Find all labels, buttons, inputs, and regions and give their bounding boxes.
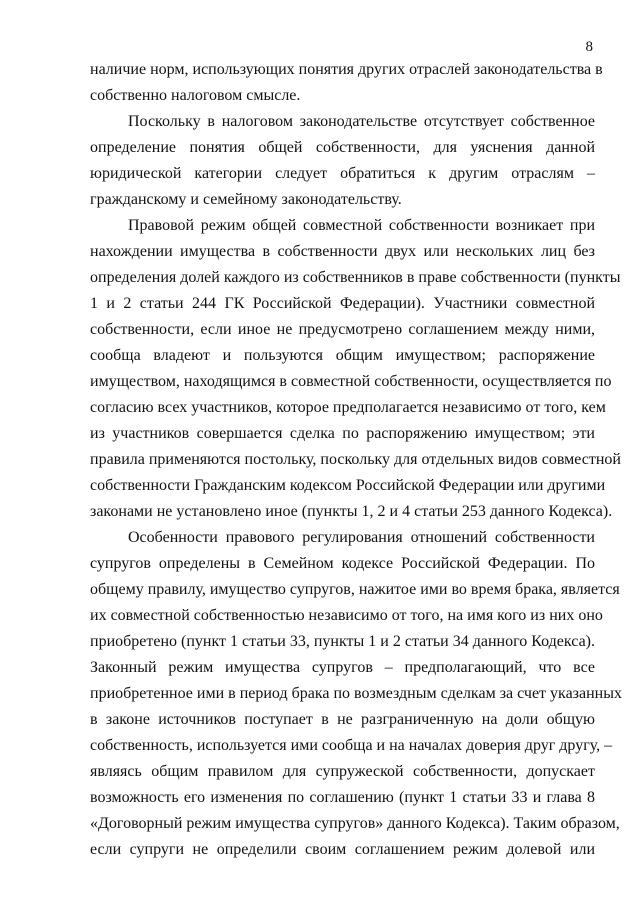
- text-line: законами не установлено иное (пункты 1, 2 и 4 статьи 253 данного Кодекса).: [90, 503, 613, 520]
- text-line: юридической категории следует обратиться к другим отраслям –: [90, 165, 595, 182]
- text-line: возможность его изменения по соглашению (пункт 1 статьи 33 и глава 8: [90, 789, 595, 806]
- text-line: приобретено (пункт 1 статьи 33, пункты 1 и 2 статьи 34 данного Кодекса).: [90, 633, 595, 650]
- text-line: определения долей каждого из собственников в праве собственности (пункты: [90, 269, 621, 286]
- document-body: [90, 57, 622, 863]
- text-line: в законе источников поступает в не разграниченную на доли общую: [90, 711, 595, 728]
- text-line: приобретенное ими в период брака по возмездным сделкам за счет указанных: [90, 685, 622, 702]
- text-line: общему правилу, имущество супругов, нажитое ими во время брака, является: [90, 581, 620, 598]
- text-line: Законный режим имущества супругов – предполагающий, что все: [90, 659, 595, 676]
- text-line: собственно налоговом смысле.: [90, 87, 301, 104]
- text-line: наличие норм, использующих понятия других отраслей законодательства в: [90, 61, 603, 78]
- text-line: «Договорный режим имущества супругов» данного Кодекса). Таким образом,: [90, 815, 620, 832]
- text-line: Поскольку в налоговом законодательстве отсутствует собственное: [128, 113, 595, 130]
- text-line: собственности Гражданским кодексом Российской Федерации или другими: [90, 477, 606, 494]
- text-line: являясь общим правилом для супружеской собственности, допускает: [90, 763, 595, 780]
- text-line: согласию всех участников, которое предполагается независимо от того, кем: [90, 399, 606, 416]
- text-line: если супруги не определили своим соглашением режим долевой или: [90, 841, 595, 858]
- text-line: супругов определены в Семейном кодексе Российской Федерации. По: [90, 555, 595, 572]
- text-line: определение понятия общей собственности, для уяснения данной: [90, 139, 595, 156]
- text-line: имуществом, находящимся в совместной собственности, осуществляется по: [90, 373, 612, 390]
- text-line: Особенности правового регулирования отношений собственности: [128, 529, 595, 546]
- text-line: из участников совершается сделка по распоряжению имуществом; эти: [90, 425, 595, 442]
- text-line: Правовой режим общей совместной собственности возникает при: [128, 217, 595, 234]
- text-line: правила применяются постольку, поскольку для отдельных видов совместной: [90, 451, 621, 468]
- text-line: сообща владеют и пользуются общим имуществом; распоряжение: [90, 347, 595, 364]
- text-line: собственности, если иное не предусмотрено соглашением между ними,: [90, 321, 595, 338]
- text-line: гражданскому и семейному законодательству.: [90, 191, 402, 208]
- text-line: их совместной собственностью независимо от того, на имя кого из них оно: [90, 607, 603, 624]
- text-line: нахождении имущества в собственности двух или нескольких лиц без: [90, 243, 595, 260]
- text-line: собственность, используется ими сообща и на началах доверия друг другу, –: [90, 737, 613, 754]
- page-number: 8: [585, 39, 593, 55]
- text-line: 1 и 2 статьи 244 ГК Российской Федерации). Участники совместной: [90, 295, 595, 312]
